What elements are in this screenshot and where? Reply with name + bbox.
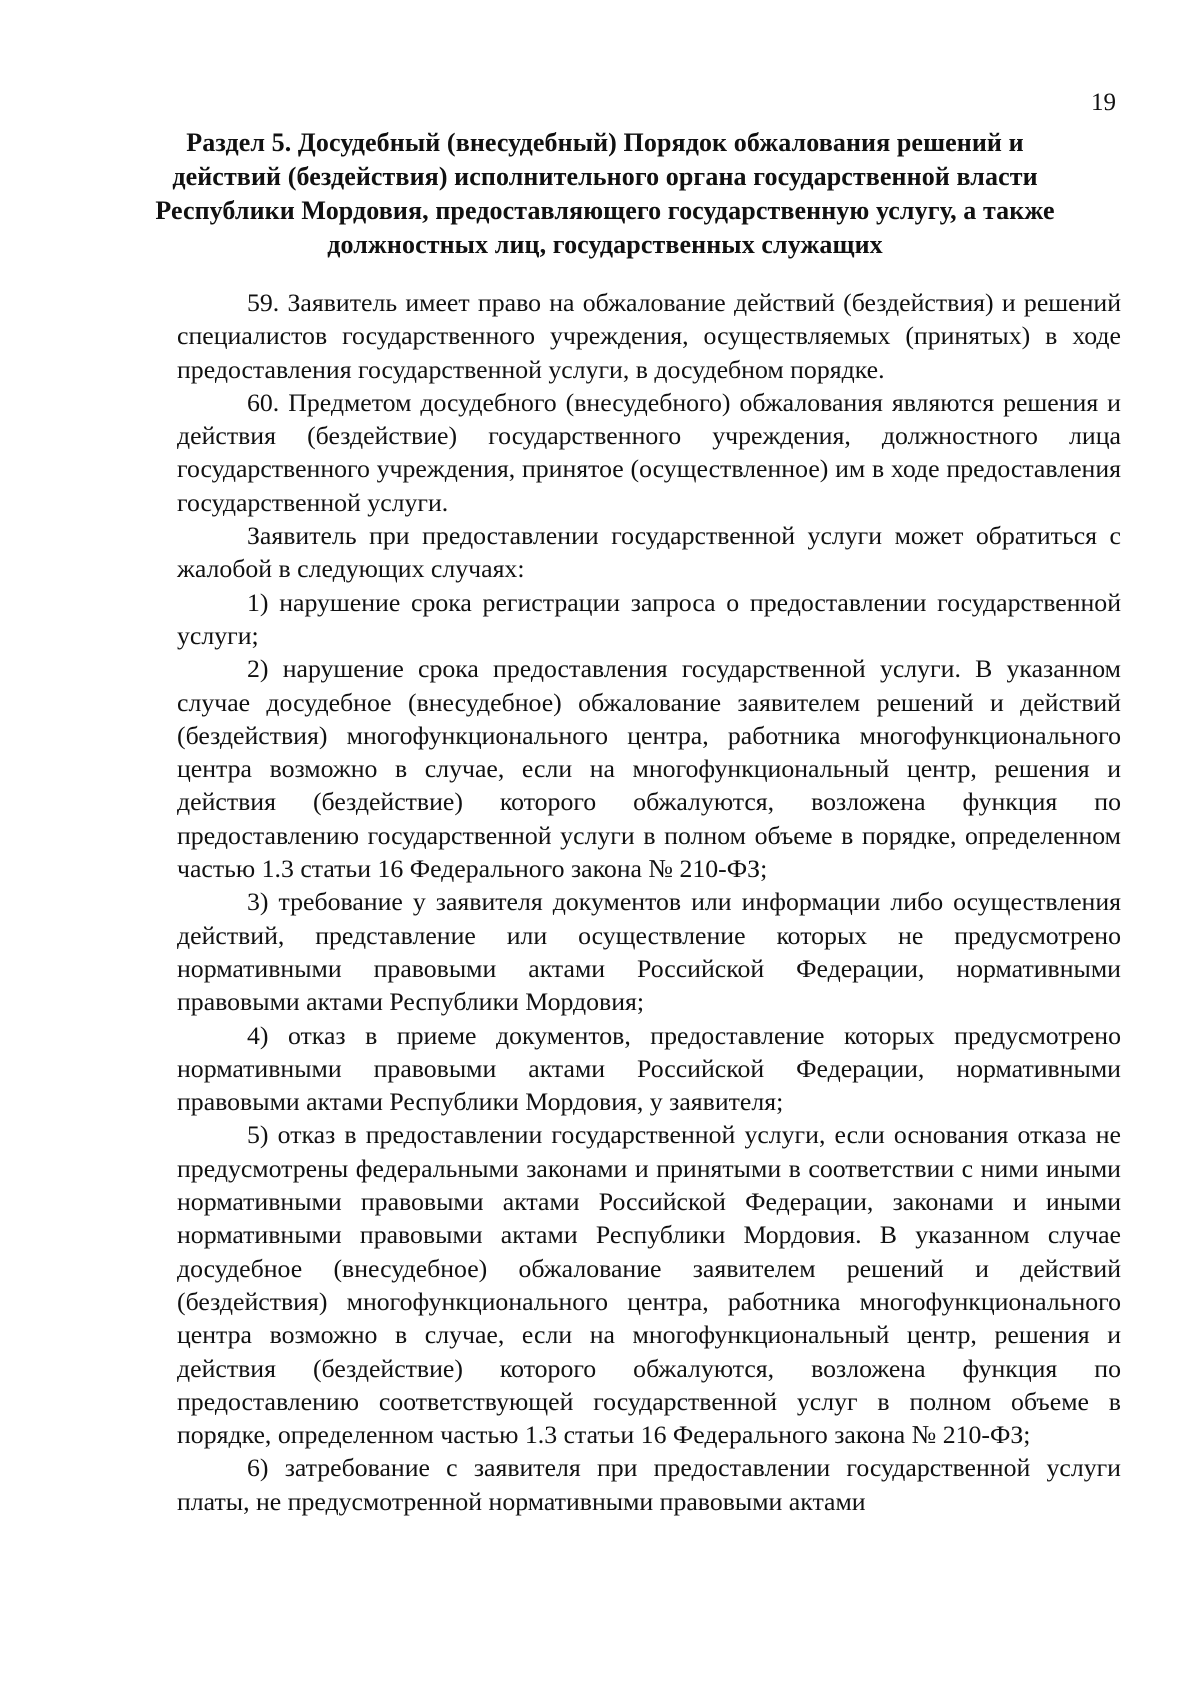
document-body — [177, 286, 1121, 1518]
list-item-3: 3) требование у заявителя документов или информации либо осуществления действий, представление или осуществление которых не предусмотрено нормативными правовыми актами Российской Федерации, нормативными правовыми актами Республики Мордовия; — [177, 887, 1121, 1017]
list-item-1: 1) нарушение срока регистрации запроса о предоставлении государственной услуги; — [177, 587, 1121, 650]
page-number: 19 — [1091, 89, 1116, 116]
list-item-4: 4) отказ в приеме документов, предоставление которых предусмотрено нормативными правовыми актами Российской Федерации, нормативными правовыми актами Республики Мордовия, у заявителя; — [177, 1020, 1121, 1117]
list-item-6: 6) затребование с заявителя при предоставлении государственной услуги платы, не предусмотренной нормативными правовыми актами — [177, 1453, 1121, 1516]
section-title: Раздел 5. Досудебный (внесудебный) Порядок обжалования решений и действий (бездействия) исполнительного органа государственной власти Республики Мордовия, предоставляющего государственную услугу, а также должностных лиц, государственных служащих — [155, 128, 1055, 259]
paragraph-59: 59. Заявитель имеет право на обжалование действий (бездействия) и решений специалистов государственного учреждения, осуществляемых (принятых) в ходе предоставления государственной услуги, в досудебном порядке. — [177, 288, 1121, 384]
list-item-5: 5) отказ в предоставлении государственной услуги, если основания отказа не предусмотрены федеральными законами и принятыми в соответствии с ними иными нормативными правовыми актами Российской Федерации, законами и иными нормативными правовыми актами Республики Мордовия. В указанном случае досудебное (внесудебное) обжалование заявителем решений и действий (бездействия) многофункционального центра, работника многофункционального центра возможно в случае, если на многофункциональный центр, решения и действия (бездействие) которого обжалуются, возложена функция по предоставлению соответствующей государственной услуг в полном объеме в порядке, определенном частью 1.3 статьи 16 Федерального закона № 210-ФЗ; — [177, 1120, 1121, 1450]
paragraph-60: 60. Предметом досудебного (внесудебного) обжалования являются решения и действия (бездействие) государственного учреждения, должностного лица государственного учреждения, принятое (осуществленное) им в ходе предоставления государственной услуги. — [177, 387, 1121, 517]
list-item-2: 2) нарушение срока предоставления государственной услуги. В указанном случае досудебное (внесудебное) обжалование заявителем решений и действий (бездействия) многофункционального центра, работника многофункционального центра возможно в случае, если на многофункциональный центр, решения и действия (бездействие) которого обжалуются, возложена функция по предоставлению государственной услуги в полном объеме в порядке, определенном частью 1.3 статьи 16 Федерального закона № 210-ФЗ; — [177, 654, 1121, 884]
paragraph-complaint-cases-intro: Заявитель при предоставлении государственной услуги может обратиться с жалобой в следующих случаях: — [177, 521, 1121, 584]
